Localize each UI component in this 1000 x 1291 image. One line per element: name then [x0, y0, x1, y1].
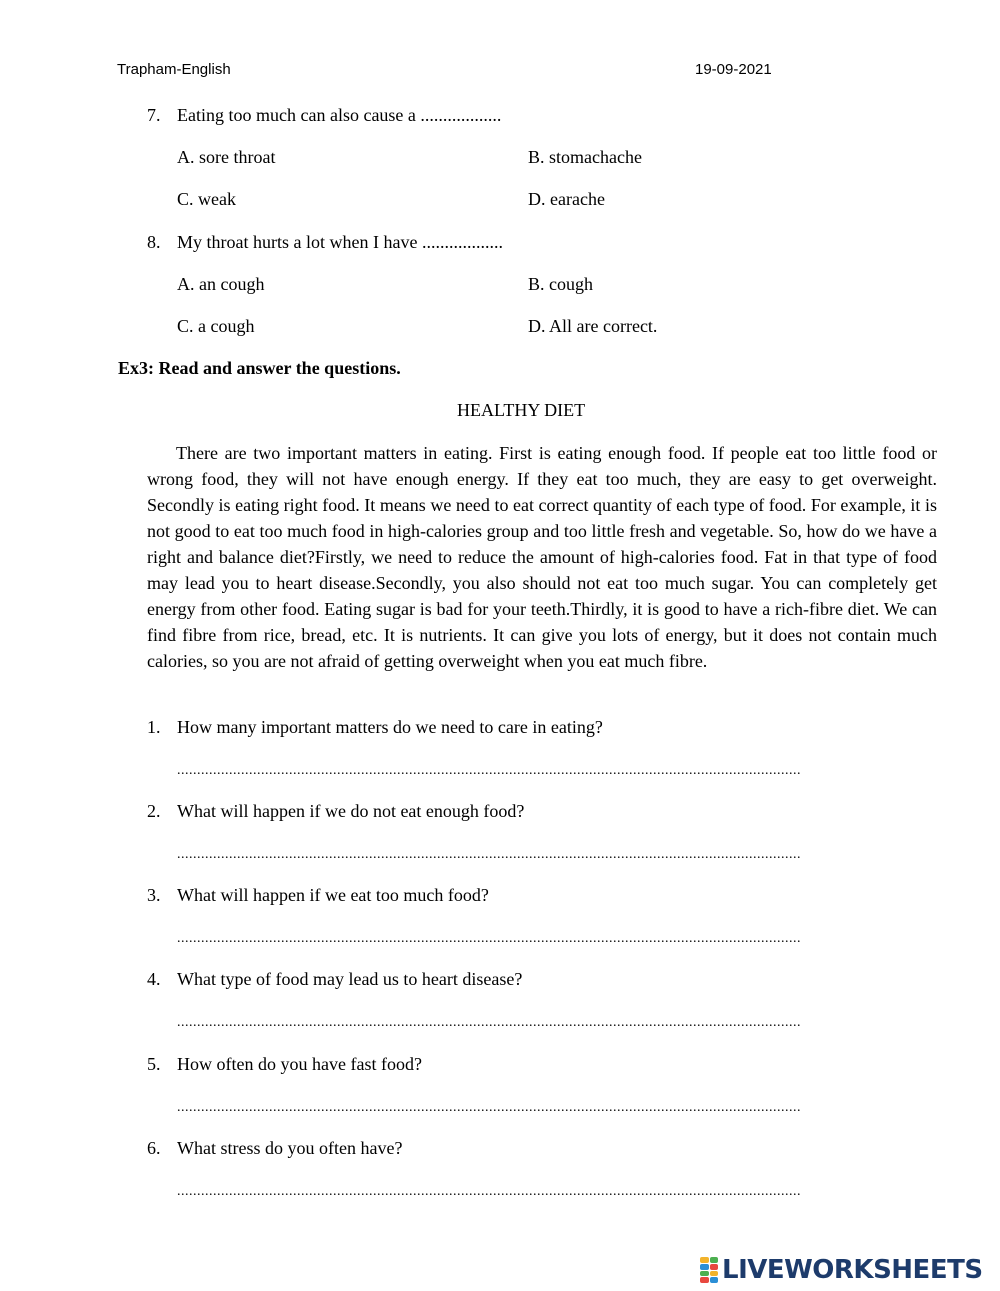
question-text: What type of food may lead us to heart disease?	[177, 969, 523, 989]
option-d[interactable]: D. earache	[528, 189, 605, 209]
answer-line[interactable]: ............................................................................................................................................................	[177, 1187, 801, 1197]
option-c[interactable]: C. a cough	[177, 316, 255, 336]
question-text: What stress do you often have?	[177, 1138, 403, 1158]
question-text: What will happen if we do not eat enough food?	[177, 801, 525, 821]
question-text: My throat hurts a lot when I have ..................	[177, 232, 503, 252]
question-number: 1.	[147, 717, 161, 737]
question-text: How often do you have fast food?	[177, 1054, 422, 1074]
option-c[interactable]: C. weak	[177, 189, 236, 209]
header-left: Trapham-English	[117, 61, 231, 78]
option-a[interactable]: A. sore throat	[177, 147, 276, 167]
question-number: 2.	[147, 801, 161, 821]
question-text: What will happen if we eat too much food?	[177, 885, 489, 905]
question-text: Eating too much can also cause a ..................	[177, 105, 502, 125]
logo-text: LIVEWORKSHEETS	[722, 1255, 983, 1285]
question-number: 8.	[147, 232, 161, 252]
question-number: 7.	[147, 105, 161, 125]
liveworksheets-logo[interactable]	[700, 1255, 983, 1285]
answer-line[interactable]: ............................................................................................................................................................	[177, 1103, 801, 1113]
option-a[interactable]: A. an cough	[177, 274, 265, 294]
passage-title: HEALTHY DIET	[457, 400, 586, 420]
question-number: 3.	[147, 885, 161, 905]
option-d[interactable]: D. All are correct.	[528, 316, 658, 336]
question-number: 5.	[147, 1054, 161, 1074]
liveworksheets-logo-icon	[700, 1257, 718, 1283]
reading-passage: There are two important matters in eating. First is eating enough food. If people eat too little food or wrong food, they will not have enough energy. If they eat too much, they are easy to get overweight. Secondly is eating right food. It means we need to eat correct quantity of each type of food. For example, it is not good to eat too much food in high-calories group and too little fresh and vegetable. So, how do we have a right and balance diet?Firstly, we need to reduce the amount of high-calories food. Fat in that type of food may lead you to heart disease.Secondly, you also should not eat too much sugar. You can completely get energy from other food. Eating sugar is bad for your teeth.Thirdly, it is good to have a rich-fibre diet. We can find fibre from rice, bread, etc. It is nutrients. It can give you lots of energy, but it does not contain much calories, so you are not afraid of getting overweight when you eat much fibre.	[147, 443, 937, 671]
answer-line[interactable]: ............................................................................................................................................................	[177, 766, 801, 776]
option-b[interactable]: B. stomachache	[528, 147, 642, 167]
answer-line[interactable]: ............................................................................................................................................................	[177, 934, 801, 944]
answer-line[interactable]: ............................................................................................................................................................	[177, 1018, 801, 1028]
exercise-heading: Ex3: Read and answer the questions.	[118, 358, 401, 378]
answer-line[interactable]: ............................................................................................................................................................	[177, 850, 801, 860]
question-number: 6.	[147, 1138, 161, 1158]
option-b[interactable]: B. cough	[528, 274, 593, 294]
question-number: 4.	[147, 969, 161, 989]
header-date: 19-09-2021	[695, 61, 772, 78]
question-text: How many important matters do we need to care in eating?	[177, 717, 603, 737]
